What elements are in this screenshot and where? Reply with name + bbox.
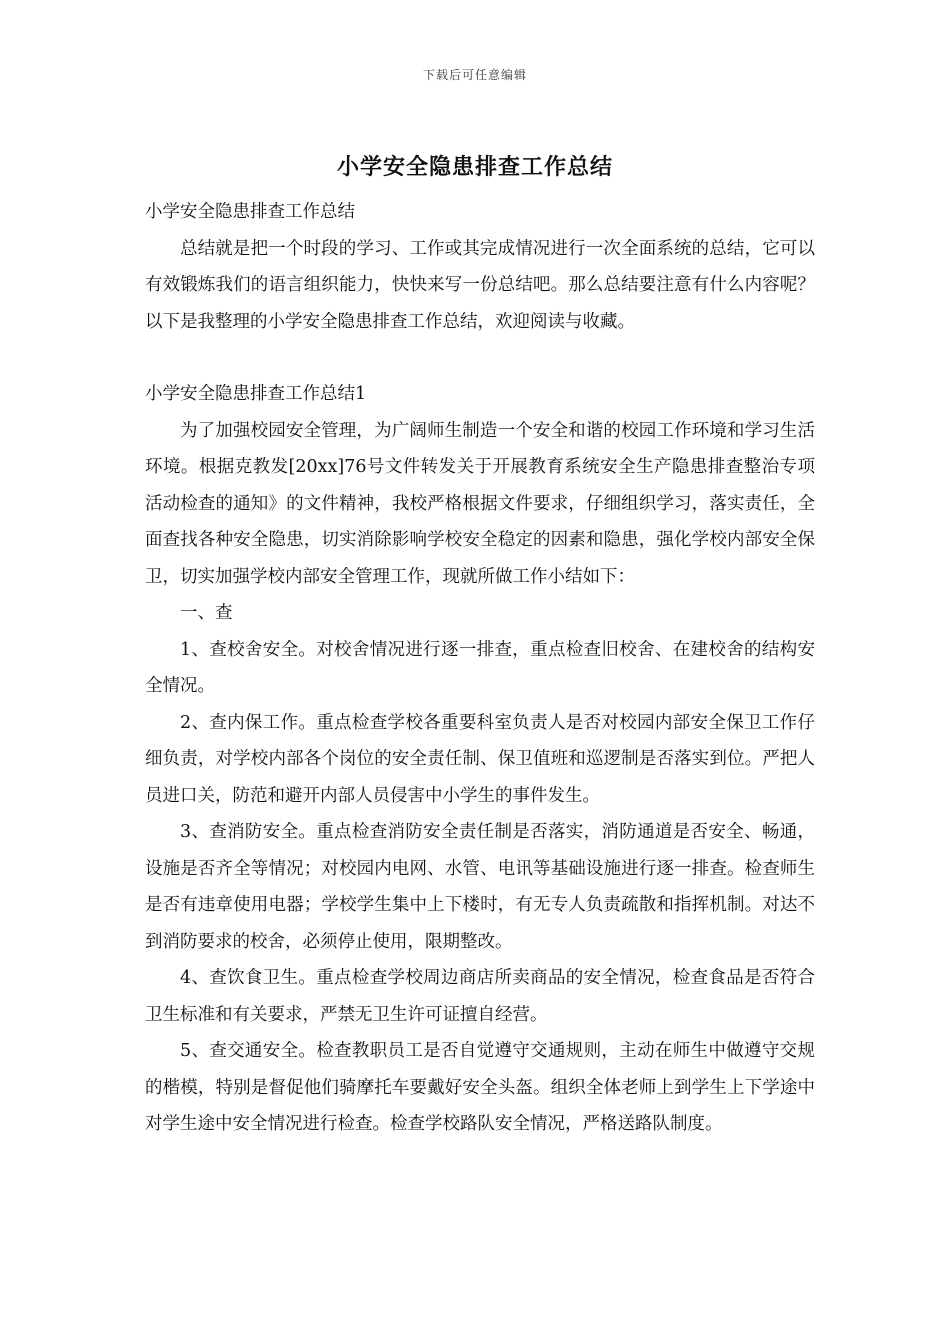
paragraph-gap — [145, 340, 815, 376]
section-heading: 小学安全隐患排查工作总结1 — [145, 384, 367, 404]
check-item-food-hygiene: 4、查饮食卫生。重点检查学校周边商店所卖商品的安全情况，检查食品是否符合卫生标准和有关要求，严禁无卫生许可证擅自经营。 — [145, 968, 815, 1025]
check-item-building-safety: 1、查校舍安全。对校舍情况进行逐一排查，重点检查旧校舍、在建校舍的结构安全情况。 — [145, 639, 815, 696]
body-paragraph: 为了加强校园安全管理，为广阔师生制造一个安全和谐的校园工作环境和学习生活环境。根据克教发[20xx]76号文件转发关于开展教育系统安全生产隐患排查整治专项活动检查的通知》的文件精神，我校严格根据文件要求，仔细组织学习，落实责任，全面查找各种安全隐患，切实消除影响学校安全稳定的因素和隐患，强化学校内部安全保卫，切实加强学校内部安全管理工作，现就所做工作小结如下： — [145, 420, 815, 587]
document-title: 小学安全隐患排查工作总结 — [336, 154, 613, 180]
header-note: 下载后可任意编辑 — [422, 68, 527, 82]
subtitle: 小学安全隐患排查工作总结 — [145, 202, 355, 222]
document-body — [145, 194, 815, 1143]
section-label-check: 一、查 — [180, 603, 233, 623]
check-item-internal-security: 2、查内保工作。重点检查学校各重要科室负责人是否对校园内部安全保卫工作仔细负责，对学校内部各个岗位的安全责任制、保卫值班和巡逻制是否落实到位。严把人员进口关，防范和避开内部人员侵害中小学生的事件发生。 — [145, 712, 815, 806]
intro-paragraph: 总结就是把一个时段的学习、工作或其完成情况进行一次全面系统的总结，它可以有效锻炼我们的语言组织能力，快快来写一份总结吧。那么总结要注意有什么内容呢？以下是我整理的小学安全隐患排查工作总结，欢迎阅读与收藏。 — [145, 238, 815, 332]
check-item-fire-safety: 3、查消防安全。重点检查消防安全责任制是否落实，消防通道是否安全、畅通，设施是否齐全等情况；对校园内电网、水管、电讯等基础设施进行逐一排查。检查师生是否有违章使用电器；学校学生集中上下楼时，有无专人负责疏散和指挥机制。对达不到消防要求的校舍，必须停止使用，限期整改。 — [145, 822, 815, 952]
check-item-traffic-safety: 5、查交通安全。检查教职员工是否自觉遵守交通规则，主动在师生中做遵守交规的楷模，特别是督促他们骑摩托车要戴好安全头盔。组织全体老师上到学生上下学途中对学生途中安全情况进行检查。检查学校路队安全情况，严格送路队制度。 — [145, 1041, 815, 1134]
